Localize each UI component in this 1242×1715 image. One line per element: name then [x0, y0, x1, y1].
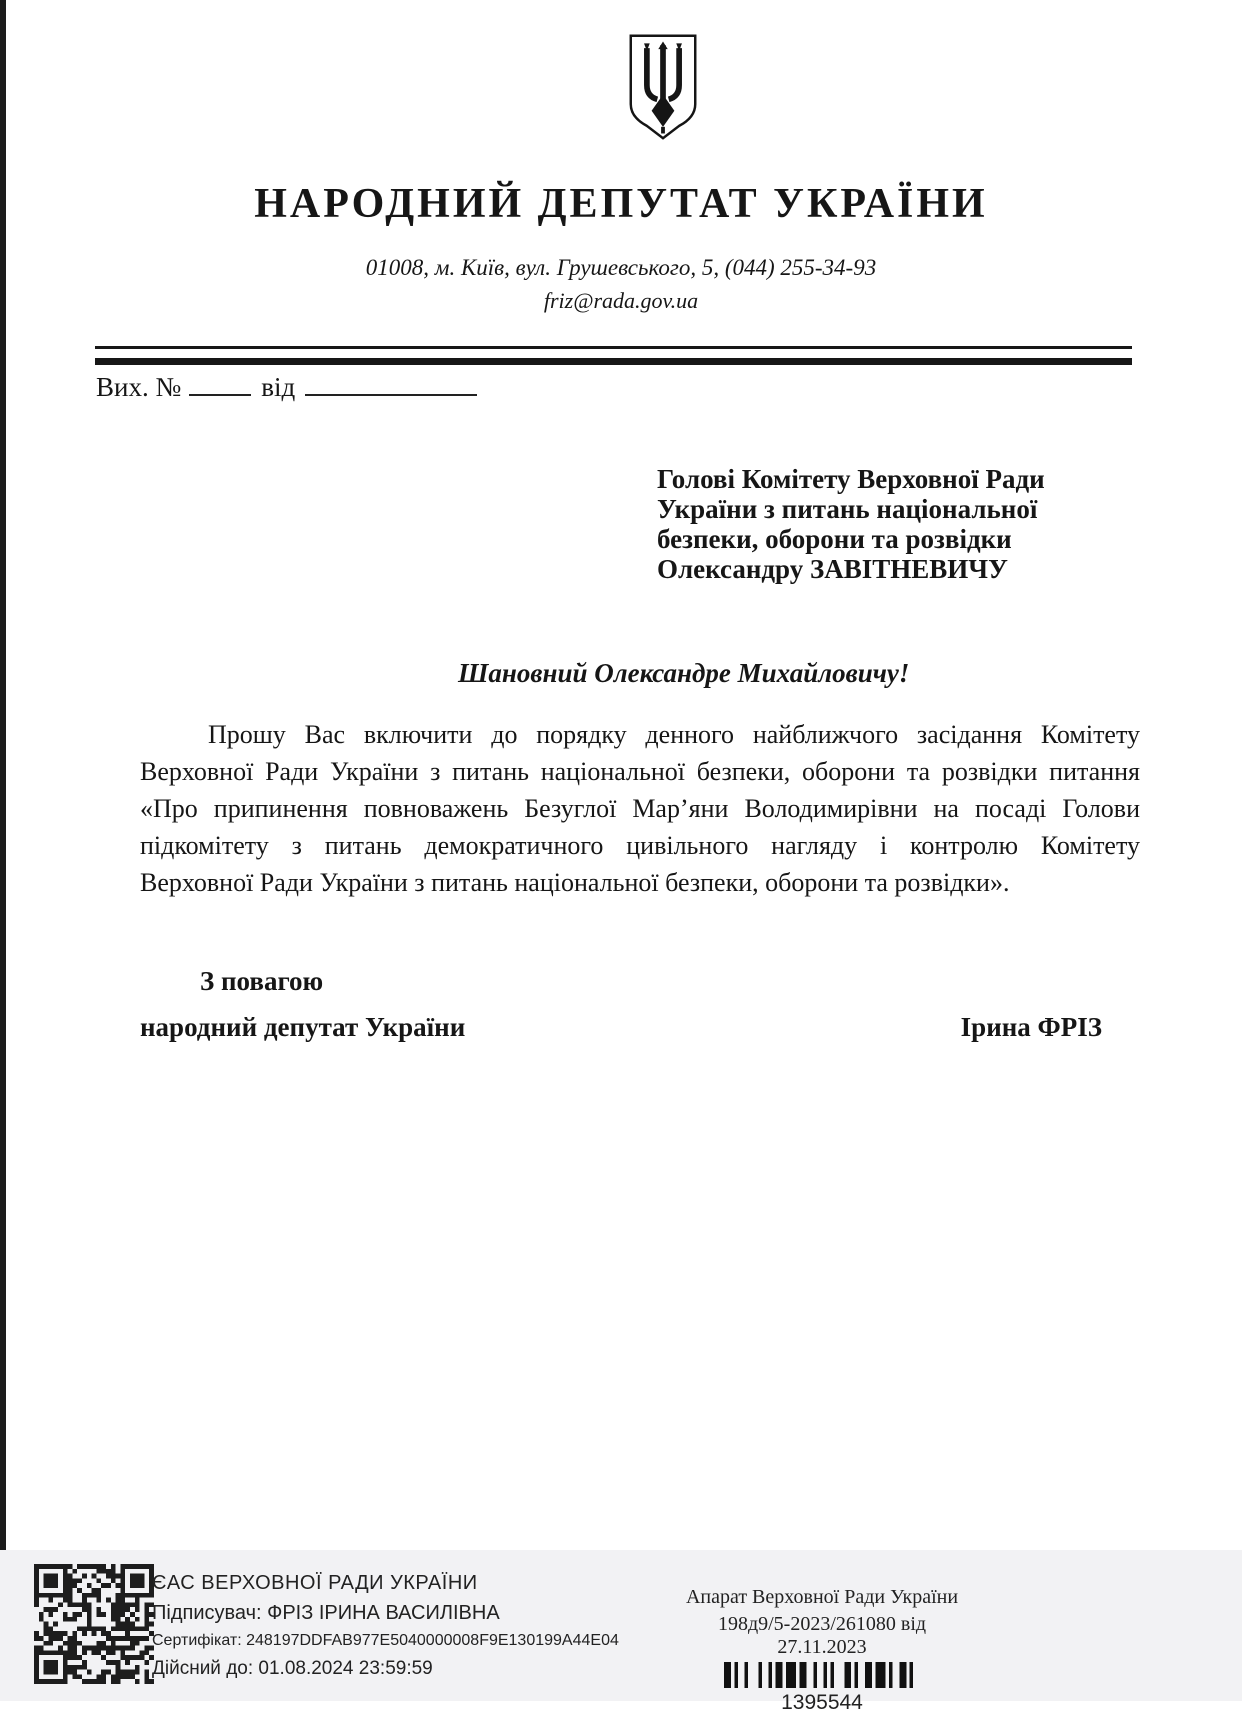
registration-number: 198д9/5-2023/261080 від 27.11.2023 — [717, 1613, 927, 1658]
qr-code — [34, 1564, 154, 1684]
recipient-line: України з питань національної — [657, 494, 1038, 524]
recipient-block — [657, 464, 1057, 584]
body-line: підкомітету з питань демократичного цивільного нагляду і контролю Комітету — [140, 831, 1140, 860]
body-line: Прошу Вас включити до порядку денного найближчого засідання Комітету — [208, 720, 1140, 749]
eas-system-label: ЄАС ВЕРХОВНОЇ РАДИ УКРАЇНИ — [152, 1572, 478, 1594]
trident-icon — [622, 32, 704, 142]
recipient-line: Олександру ЗАВІТНЕВИЧУ — [657, 554, 1008, 584]
body-line: Верховної Ради України з питань національної безпеки, оборони та розвідки». — [140, 868, 1010, 897]
email-line: friz@rada.gov.ua — [543, 288, 699, 313]
recipient-line: Голові Комітету Верховної Ради — [657, 464, 1045, 494]
signature-stamp-block — [152, 1572, 672, 1680]
page-title: НАРОДНИЙ ДЕПУТАТ УКРАЇНИ — [254, 181, 988, 227]
body-line: «Про припинення повноважень Безуглої Мар’яни Володимирівни на посаді Голови — [140, 794, 1140, 823]
ref-number-blank — [189, 374, 251, 396]
letter-body — [140, 716, 1140, 901]
ref-prefix: Вих. № — [96, 372, 182, 402]
header-rule-thick — [95, 358, 1132, 365]
salutation: Шановний Олександре Михайловичу! — [458, 658, 910, 688]
closing-phrase: З повагою — [200, 966, 324, 996]
signature-row — [140, 1012, 1140, 1043]
recipient-line: безпеки, оборони та розвідки — [657, 524, 1012, 554]
barcode-number: 1395544 — [781, 1691, 863, 1714]
ukraine-trident-emblem — [622, 32, 704, 142]
address-line: 01008, м. Київ, вул. Грушевського, 5, (044) 255-34-93 — [365, 255, 877, 280]
barcode — [672, 1662, 972, 1690]
ref-date-blank — [305, 374, 477, 396]
registration-stamp-block — [672, 1586, 972, 1715]
certificate-label: Сертифікат: 248197DDFAB977E5040000008F9E130199A44E04 — [152, 1632, 619, 1649]
signer-position: народний депутат України — [140, 1012, 466, 1042]
body-line: Верховної Ради України з питань національної безпеки, оборони та розвідки питання — [140, 757, 1140, 786]
header-rule-thin — [95, 346, 1132, 349]
validity-label: Дійсний до: 01.08.2024 23:59:59 — [152, 1658, 433, 1679]
apparatus-label: Апарат Верховної Ради України — [685, 1586, 959, 1608]
signer-name: Ірина ФРІЗ — [960, 1012, 1102, 1042]
signer-label: Підписувач: ФРІЗ ІРИНА ВАСИЛІВНА — [152, 1602, 500, 1624]
outgoing-ref-line — [96, 372, 477, 403]
ref-mid: від — [261, 372, 296, 402]
